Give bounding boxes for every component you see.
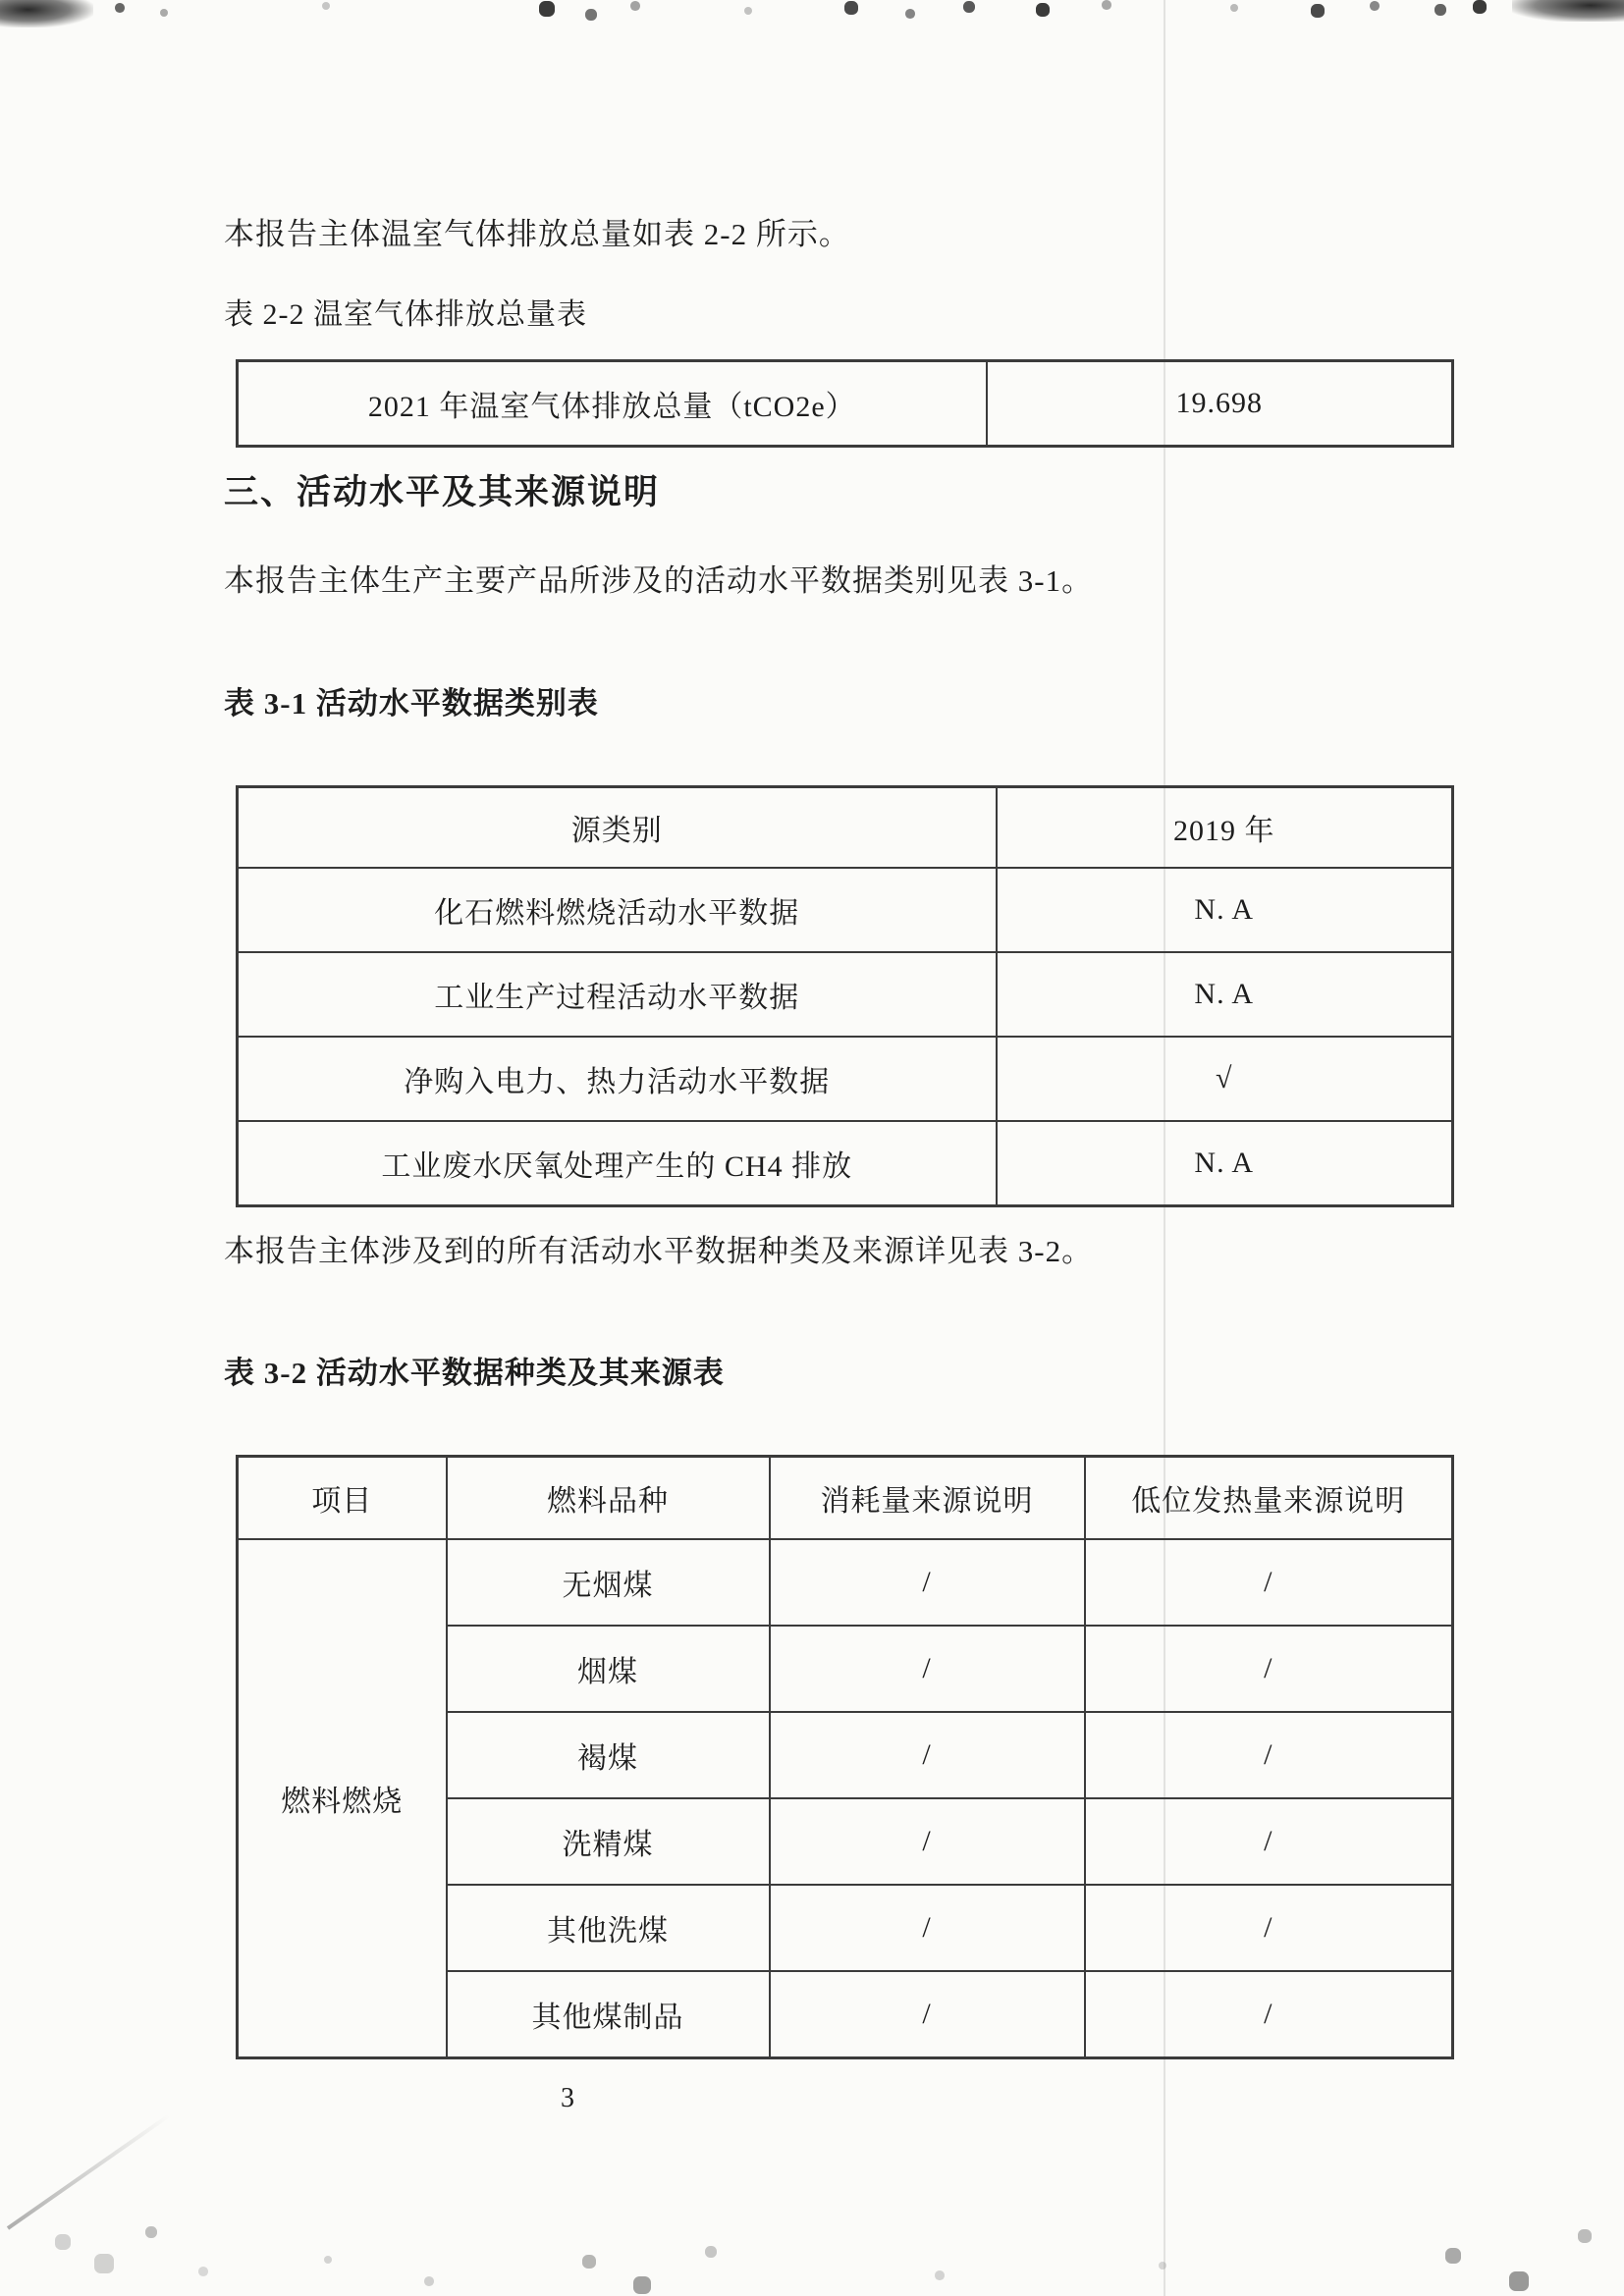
row-label-cell: 净购入电力、热力活动水平数据 bbox=[238, 1037, 997, 1121]
fuel-cell: 烟煤 bbox=[447, 1626, 770, 1712]
heating-value-cell: / bbox=[1085, 1971, 1453, 2058]
header-source-category: 源类别 bbox=[238, 787, 997, 869]
header-year: 2019 年 bbox=[997, 787, 1453, 869]
table-row bbox=[238, 1539, 1453, 1626]
section-heading-activity-level: 三、活动水平及其来源说明 bbox=[224, 473, 661, 511]
table-row bbox=[238, 1121, 1453, 1206]
caption-table-2-2: 表 2-2 温室气体排放总量表 bbox=[224, 298, 587, 331]
scan-noise-top-edge bbox=[0, 0, 4, 4]
caption-table-3-1: 表 3-1 活动水平数据类别表 bbox=[224, 686, 599, 721]
table-row bbox=[238, 952, 1453, 1037]
consumption-cell: / bbox=[770, 1539, 1085, 1626]
row-value-cell: N. A bbox=[997, 952, 1453, 1037]
consumption-cell: / bbox=[770, 1626, 1085, 1712]
heating-value-cell: / bbox=[1085, 1798, 1453, 1885]
table-emissions-total bbox=[236, 359, 1454, 448]
table-row bbox=[238, 1037, 1453, 1121]
consumption-cell: / bbox=[770, 1798, 1085, 1885]
table-row bbox=[238, 868, 1453, 952]
row-label-cell: 工业生产过程活动水平数据 bbox=[238, 952, 997, 1037]
table-activity-data-categories bbox=[236, 785, 1454, 1207]
row-value-cell: √ bbox=[997, 1037, 1453, 1121]
table-header-row bbox=[238, 1457, 1453, 1540]
fuel-cell: 其他煤制品 bbox=[447, 1971, 770, 2058]
heating-value-cell: / bbox=[1085, 1626, 1453, 1712]
row-value-cell: N. A bbox=[997, 868, 1453, 952]
heating-value-cell: / bbox=[1085, 1712, 1453, 1798]
scan-noise-top-left bbox=[0, 0, 93, 27]
fuel-cell: 褐煤 bbox=[447, 1712, 770, 1798]
scan-noise-top-right bbox=[1512, 0, 1624, 22]
heating-value-cell: / bbox=[1085, 1539, 1453, 1626]
caption-table-3-2: 表 3-2 活动水平数据种类及其来源表 bbox=[224, 1356, 725, 1390]
consumption-cell: / bbox=[770, 1885, 1085, 1971]
fuel-cell: 其他洗煤 bbox=[447, 1885, 770, 1971]
scan-noise-bottom-edge bbox=[0, 2199, 4, 2203]
consumption-cell: / bbox=[770, 1712, 1085, 1798]
header-item: 项目 bbox=[238, 1457, 447, 1540]
table-row bbox=[238, 361, 1453, 447]
row-label-cell: 工业废水厌氧处理产生的 CH4 排放 bbox=[238, 1121, 997, 1206]
row-value-cell: N. A bbox=[997, 1121, 1453, 1206]
emissions-total-value-cell: 19.698 bbox=[987, 361, 1453, 447]
table-activity-data-sources bbox=[236, 1455, 1454, 2059]
row-label-cell: 化石燃料燃烧活动水平数据 bbox=[238, 868, 997, 952]
header-fuel-type: 燃料品种 bbox=[447, 1457, 770, 1540]
header-heating-value-source: 低位发热量来源说明 bbox=[1085, 1457, 1453, 1540]
scan-streak-bottom-left bbox=[7, 2114, 170, 2230]
table-header-row bbox=[238, 787, 1453, 869]
header-consumption-source: 消耗量来源说明 bbox=[770, 1457, 1085, 1540]
heating-value-cell: / bbox=[1085, 1885, 1453, 1971]
paragraph-emissions-total: 本报告主体温室气体排放总量如表 2-2 所示。 bbox=[224, 217, 850, 251]
paragraph-activity-sources: 本报告主体涉及到的所有活动水平数据种类及来源详见表 3-2。 bbox=[224, 1234, 1094, 1268]
fuel-cell: 无烟煤 bbox=[447, 1539, 770, 1626]
fuel-cell: 洗精煤 bbox=[447, 1798, 770, 1885]
page-number: 3 bbox=[561, 2083, 574, 2113]
group-label-fuel-combustion: 燃料燃烧 bbox=[238, 1539, 447, 2058]
paragraph-activity-categories: 本报告主体生产主要产品所涉及的活动水平数据类别见表 3-1。 bbox=[224, 563, 1094, 598]
emissions-total-label-cell: 2021 年温室气体排放总量（tCO2e） bbox=[238, 361, 987, 447]
consumption-cell: / bbox=[770, 1971, 1085, 2058]
